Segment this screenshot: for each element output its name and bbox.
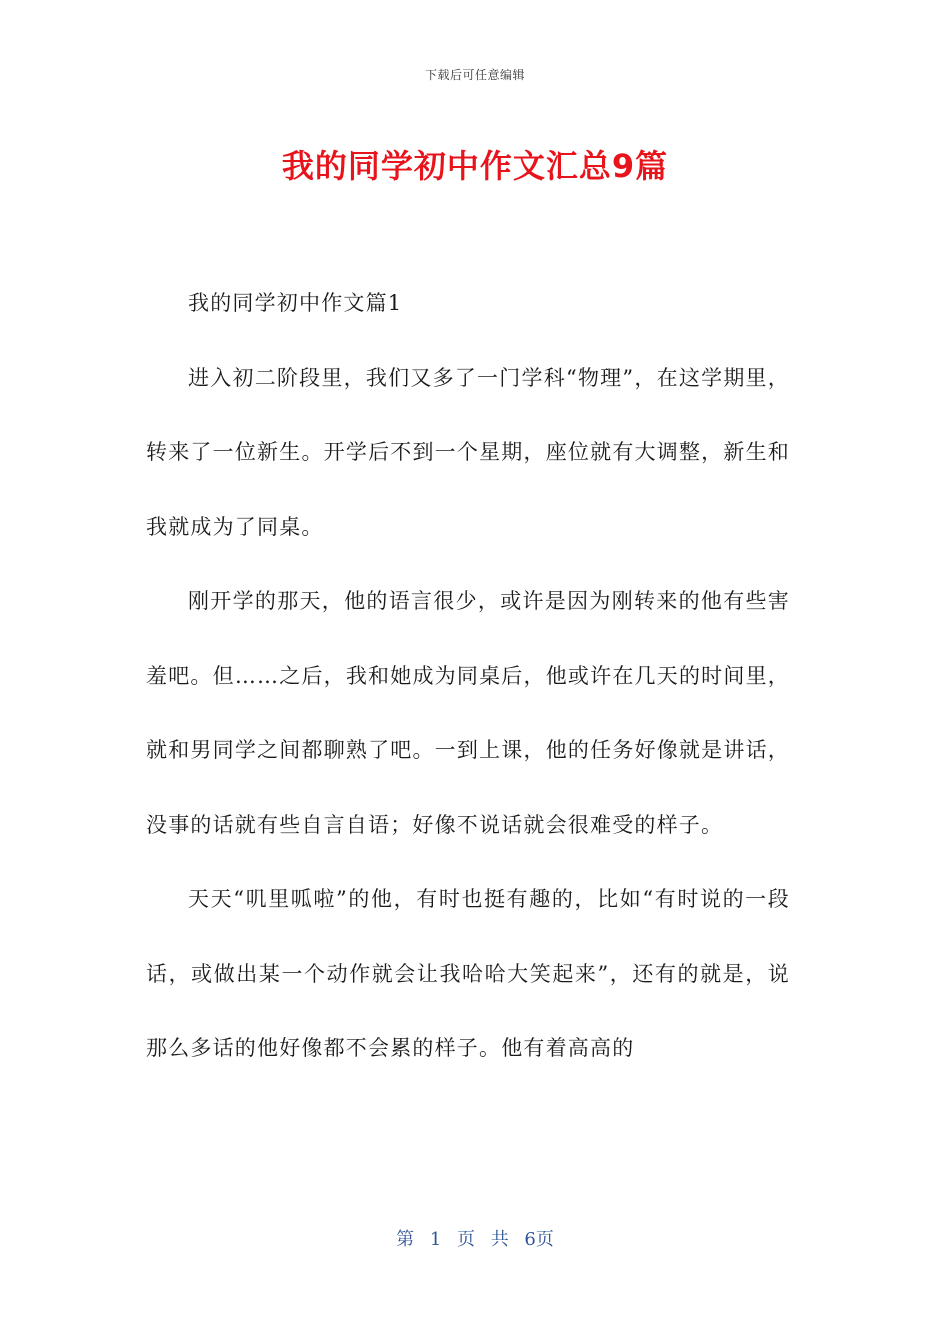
- body-paragraph: 天天“叽里呱啦”的他，有时也挺有趣的，比如“有时说的一段话，或做出某一个动作就会让我哈哈大笑起来”，还有的就是，说那么多话的他好像都不会累的样子。他有着高高的: [146, 887, 790, 1060]
- document-body: [146, 266, 790, 1086]
- body-paragraph: 进入初二阶段里，我们又多了一门学科“物理”，在这学期里，转来了一位新生。开学后不到一个星期，座位就有大调整，新生和我就成为了同桌。: [146, 365, 790, 539]
- section-heading: 我的同学初中作文篇1: [188, 291, 403, 315]
- page-header-note: 下载后可任意编辑: [424, 68, 525, 82]
- page-footer-number: 第 1 页 共 6页: [396, 1229, 554, 1250]
- document-title: 我的同学初中作文汇总9篇: [281, 147, 669, 185]
- body-paragraph: 刚开学的那天，他的语言很少，或许是因为刚转来的他有些害羞吧。但……之后，我和她成为同桌后，他或许在几天的时间里，就和男同学之间都聊熟了吧。一到上课，他的任务好像就是讲话，没事的话就有些自言自语；好像不说话就会很难受的样子。: [146, 589, 790, 837]
